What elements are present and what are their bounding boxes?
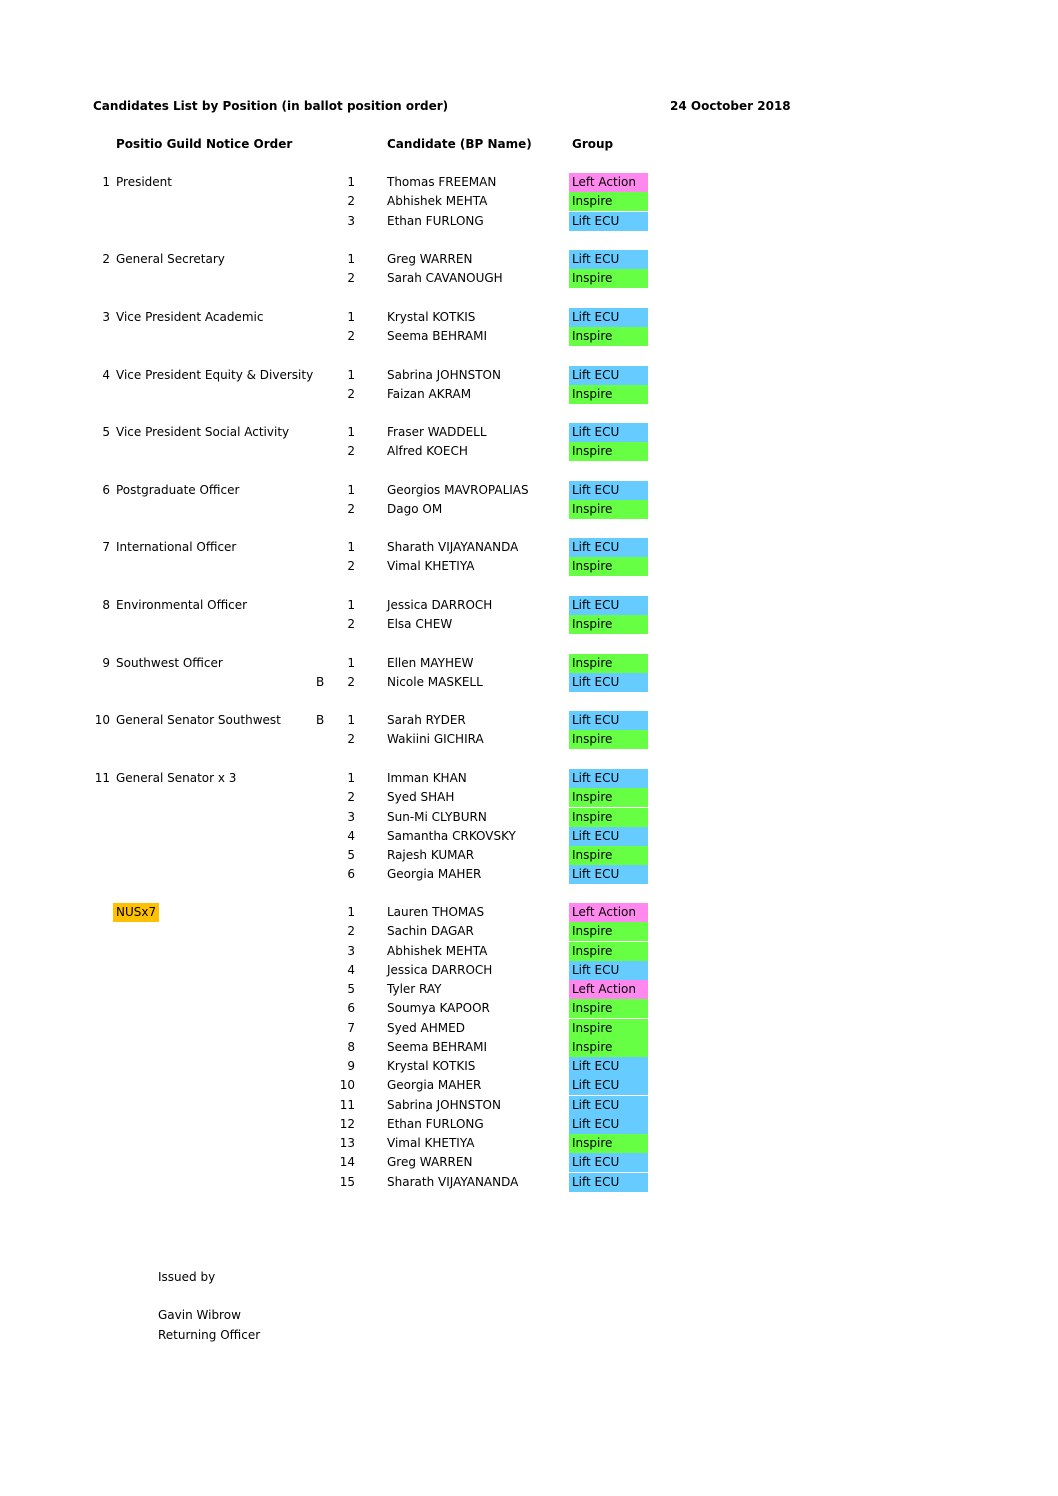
position-title: General Senator x 3 — [116, 771, 237, 785]
group-badge: Lift ECU — [569, 1096, 648, 1115]
ballot-position: 2 — [347, 617, 355, 631]
candidate-name: Vimal KHETIYA — [387, 559, 475, 573]
candidate-name: Samantha CRKOVSKY — [387, 829, 516, 843]
ballot-position: 1 — [347, 771, 355, 785]
table-row — [0, 385, 1058, 404]
group-badge: Lift ECU — [569, 481, 648, 500]
table-row — [0, 999, 1058, 1018]
group-badge: Lift ECU — [569, 1173, 648, 1192]
page-title: Candidates List by Position (in ballot position order) — [93, 99, 449, 113]
group-badge: Lift ECU — [569, 961, 648, 980]
ballot-position: 1 — [347, 483, 355, 497]
candidate-name: Jessica DARROCH — [387, 963, 493, 977]
candidate-name: Sharath VIJAYANANDA — [387, 540, 519, 554]
position-title: Postgraduate Officer — [116, 483, 240, 497]
group-badge: Lift ECU — [569, 1057, 648, 1076]
table-row — [0, 673, 1058, 692]
group-badge: Inspire — [569, 999, 648, 1018]
ballot-position: 1 — [347, 598, 355, 612]
table-row — [0, 942, 1058, 961]
ballot-position: 2 — [347, 387, 355, 401]
group-badge: Lift ECU — [569, 538, 648, 557]
position-number: 5 — [102, 425, 110, 439]
table-row — [0, 173, 1058, 192]
group-badge: Lift ECU — [569, 865, 648, 884]
position-number: 4 — [102, 368, 110, 382]
candidate-name: Greg WARREN — [387, 252, 473, 266]
group-badge: Inspire — [569, 615, 648, 634]
group-badge: Lift ECU — [569, 423, 648, 442]
candidate-name: Soumya KAPOOR — [387, 1001, 490, 1015]
table-row — [0, 1076, 1058, 1095]
candidate-flag: B — [316, 713, 325, 727]
group-badge: Inspire — [569, 846, 648, 865]
group-badge: Lift ECU — [569, 711, 648, 730]
ballot-position: 2 — [347, 732, 355, 746]
table-row — [0, 808, 1058, 827]
table-row — [0, 192, 1058, 211]
table-row — [0, 654, 1058, 673]
candidate-name: Wakiini GICHIRA — [387, 732, 484, 746]
group-badge: Lift ECU — [569, 769, 648, 788]
group-badge: Lift ECU — [569, 1153, 648, 1172]
candidate-name: Thomas FREEMAN — [387, 175, 497, 189]
table-row — [0, 538, 1058, 557]
group-badge: Lift ECU — [569, 827, 648, 846]
candidate-name: Krystal KOTKIS — [387, 310, 476, 324]
group-badge: Lift ECU — [569, 250, 648, 269]
table-row — [0, 423, 1058, 442]
candidate-name: Sun-Mi CLYBURN — [387, 810, 487, 824]
group-badge: Inspire — [569, 442, 648, 461]
table-row — [0, 308, 1058, 327]
table-row — [0, 366, 1058, 385]
table-row — [0, 1115, 1058, 1134]
ballot-position: 4 — [347, 963, 355, 977]
position-number: 6 — [102, 483, 110, 497]
table-row — [0, 212, 1058, 231]
group-badge: Left Action — [569, 980, 648, 999]
position-title: Vice President Academic — [116, 310, 264, 324]
group-badge: Inspire — [569, 922, 648, 941]
table-row — [0, 865, 1058, 884]
candidate-name: Fraser WADDELL — [387, 425, 487, 439]
ballot-position: 15 — [339, 1175, 355, 1189]
group-badge: Inspire — [569, 1134, 648, 1153]
candidate-name: Rajesh KUMAR — [387, 848, 475, 862]
candidate-name: Seema BEHRAMI — [387, 329, 488, 343]
candidate-name: Sabrina JOHNSTON — [387, 1098, 501, 1112]
candidate-name: Ethan FURLONG — [387, 214, 484, 228]
ballot-position: 1 — [347, 252, 355, 266]
table-row — [0, 442, 1058, 461]
table-row — [0, 980, 1058, 999]
column-header-candidate: Candidate (BP Name) — [387, 137, 532, 151]
candidate-name: Sachin DAGAR — [387, 924, 474, 938]
ballot-position: 3 — [347, 944, 355, 958]
ballot-position: 1 — [347, 310, 355, 324]
table-row — [0, 596, 1058, 615]
table-row — [0, 711, 1058, 730]
group-badge: Inspire — [569, 500, 648, 519]
candidate-name: Seema BEHRAMI — [387, 1040, 488, 1054]
ballot-position: 1 — [347, 368, 355, 382]
group-badge: Inspire — [569, 808, 648, 827]
group-badge: Inspire — [569, 385, 648, 404]
position-title: General Secretary — [116, 252, 225, 266]
position-number: 1 — [102, 175, 110, 189]
candidate-name: Faizan AKRAM — [387, 387, 472, 401]
position-title: Vice President Equity & Diversity — [116, 368, 314, 382]
group-badge: Lift ECU — [569, 596, 648, 615]
table-row — [0, 269, 1058, 288]
ballot-position: 2 — [347, 502, 355, 516]
candidate-name: Sharath VIJAYANANDA — [387, 1175, 519, 1189]
group-badge: Inspire — [569, 327, 648, 346]
candidate-name: Vimal KHETIYA — [387, 1136, 475, 1150]
ballot-position: 2 — [347, 559, 355, 573]
group-badge: Inspire — [569, 269, 648, 288]
issued-by-label: Issued by — [158, 1270, 216, 1284]
group-badge: Inspire — [569, 192, 648, 211]
ballot-position: 6 — [347, 867, 355, 881]
candidate-name: Ellen MAYHEW — [387, 656, 474, 670]
ballot-position: 3 — [347, 214, 355, 228]
candidate-name: Syed AHMED — [387, 1021, 465, 1035]
table-row — [0, 788, 1058, 807]
ballot-position: 2 — [347, 675, 355, 689]
group-badge: Inspire — [569, 557, 648, 576]
candidate-name: Syed SHAH — [387, 790, 455, 804]
table-row — [0, 730, 1058, 749]
ballot-position: 1 — [347, 656, 355, 670]
candidate-flag: B — [316, 675, 325, 689]
group-badge: Left Action — [569, 903, 648, 922]
position-title: Environmental Officer — [116, 598, 248, 612]
returning-officer-title: Returning Officer — [158, 1328, 261, 1342]
returning-officer-name: Gavin Wibrow — [158, 1308, 241, 1322]
candidate-name: Nicole MASKELL — [387, 675, 483, 689]
ballot-position: 12 — [339, 1117, 355, 1131]
ballot-position: 1 — [347, 540, 355, 554]
table-row — [0, 922, 1058, 941]
nus-section-tag: NUSx7 — [113, 903, 159, 922]
ballot-position: 5 — [347, 848, 355, 862]
table-row — [0, 769, 1058, 788]
position-number: 7 — [102, 540, 110, 554]
table-row — [0, 327, 1058, 346]
column-header-group: Group — [572, 137, 614, 151]
candidate-name: Alfred KOECH — [387, 444, 468, 458]
candidate-name: Georgios MAVROPALIAS — [387, 483, 529, 497]
candidate-name: Krystal KOTKIS — [387, 1059, 476, 1073]
table-row — [0, 481, 1058, 500]
table-row — [0, 1134, 1058, 1153]
table-row — [0, 615, 1058, 634]
group-badge: Inspire — [569, 942, 648, 961]
table-row — [0, 557, 1058, 576]
ballot-position: 2 — [347, 194, 355, 208]
column-header-position: Positio Guild Notice Order — [116, 137, 293, 151]
candidate-name: Georgia MAHER — [387, 1078, 482, 1092]
group-badge: Lift ECU — [569, 366, 648, 385]
candidate-name: Georgia MAHER — [387, 867, 482, 881]
position-number: 10 — [94, 713, 110, 727]
table-row — [0, 1019, 1058, 1038]
table-row — [0, 250, 1058, 269]
position-title: President — [116, 175, 172, 189]
table-row — [0, 827, 1058, 846]
ballot-position: 2 — [347, 329, 355, 343]
ballot-position: 1 — [347, 905, 355, 919]
ballot-position: 1 — [347, 175, 355, 189]
group-badge: Inspire — [569, 1019, 648, 1038]
group-badge: Inspire — [569, 1038, 648, 1057]
group-badge: Inspire — [569, 654, 648, 673]
table-row — [0, 1057, 1058, 1076]
position-title: General Senator Southwest — [116, 713, 281, 727]
ballot-position: 2 — [347, 271, 355, 285]
position-number: 8 — [102, 598, 110, 612]
position-number: 2 — [102, 252, 110, 266]
table-row — [0, 846, 1058, 865]
ballot-position: 2 — [347, 924, 355, 938]
candidate-name: Ethan FURLONG — [387, 1117, 484, 1131]
ballot-position: 2 — [347, 444, 355, 458]
position-number: 11 — [94, 771, 110, 785]
table-row — [0, 1153, 1058, 1172]
ballot-position: 14 — [339, 1155, 355, 1169]
position-number: 9 — [102, 656, 110, 670]
position-title: Vice President Social Activity — [116, 425, 290, 439]
candidate-name: Imman KHAN — [387, 771, 467, 785]
group-badge: Lift ECU — [569, 673, 648, 692]
candidate-name: Tyler RAY — [387, 982, 442, 996]
ballot-position: 11 — [339, 1098, 355, 1112]
ballot-position: 13 — [339, 1136, 355, 1150]
ballot-position: 7 — [347, 1021, 355, 1035]
candidate-name: Sabrina JOHNSTON — [387, 368, 501, 382]
position-title: International Officer — [116, 540, 237, 554]
table-row — [0, 1096, 1058, 1115]
group-badge: Lift ECU — [569, 212, 648, 231]
candidate-name: Elsa CHEW — [387, 617, 453, 631]
ballot-position: 6 — [347, 1001, 355, 1015]
position-title: Southwest Officer — [116, 656, 223, 670]
candidate-name: Jessica DARROCH — [387, 598, 493, 612]
table-row — [0, 1038, 1058, 1057]
group-badge: Lift ECU — [569, 1076, 648, 1095]
ballot-position: 2 — [347, 790, 355, 804]
ballot-position: 4 — [347, 829, 355, 843]
ballot-position: 1 — [347, 425, 355, 439]
candidate-name: Greg WARREN — [387, 1155, 473, 1169]
table-row — [0, 500, 1058, 519]
table-row — [0, 961, 1058, 980]
position-number: 3 — [102, 310, 110, 324]
group-badge: Lift ECU — [569, 1115, 648, 1134]
candidate-name: Dago OM — [387, 502, 443, 516]
group-badge: Inspire — [569, 788, 648, 807]
table-row — [0, 903, 1058, 922]
ballot-position: 9 — [347, 1059, 355, 1073]
candidate-name: Abhishek MEHTA — [387, 944, 488, 958]
candidate-name: Lauren THOMAS — [387, 905, 485, 919]
ballot-position: 10 — [339, 1078, 355, 1092]
ballot-position: 3 — [347, 810, 355, 824]
ballot-position: 1 — [347, 713, 355, 727]
group-badge: Lift ECU — [569, 308, 648, 327]
ballot-position: 8 — [347, 1040, 355, 1054]
group-badge: Inspire — [569, 730, 648, 749]
table-row — [0, 1173, 1058, 1192]
candidate-name: Sarah RYDER — [387, 713, 466, 727]
ballot-position: 5 — [347, 982, 355, 996]
candidate-name: Sarah CAVANOUGH — [387, 271, 503, 285]
group-badge: Left Action — [569, 173, 648, 192]
report-date: 24 Ooctober 2018 — [670, 99, 791, 113]
candidate-name: Abhishek MEHTA — [387, 194, 488, 208]
